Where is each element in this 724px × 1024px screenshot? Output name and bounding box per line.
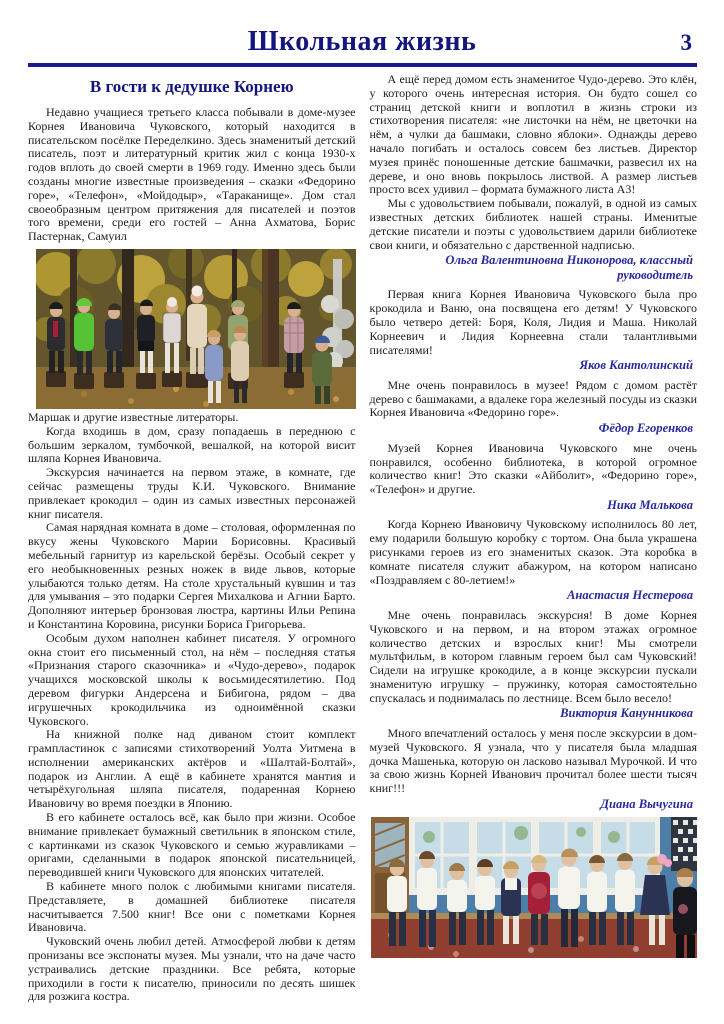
left-column [28,73,356,1004]
article-paragraph: Особым духом наполнен кабинет писателя. У огромного окна стоит его письменный стол, на нём – последняя статья «Признания старого сказочника» и «Чудо-дерево», подарок учащихся московской школы к восьмидесятилетию. Под деревом фигурки Андерсена и Бибигона, рядом – два игрушечных крокодильчика из одноимённой сказки Чуковского. [28,630,356,728]
article-paragraph: Мы с удовольствием побывали, пожалуй, в одной из самых известных детских библиотек нашей страны. Именитые детские писатели и поэты с удовольствием дарили библиотеке свои книги, и обязательно с дарственной надписью. [369,196,697,252]
author-signature: Фёдор Егоренков [598,421,693,436]
article-paragraph: Мне очень понравилась экскурсия! В доме Корнея Чуковского и на первом, и на втором этажах огромное количество детских и взрослых книг! Мы смотрели мультфильм, в котором главным героем был сам Чуковский! Сидели на игрушке крокодиле, а в конце экскурсии пускали знаменитую игрушку – пружинку, которая самостоятельно спускалась и поднималась по лестнице. Всем было весело! [369,607,697,705]
article-paragraph: Много впечатлений осталось у меня после экскурсии в дом-музей Чуковского. Я узнала, что у писателя была младшая дочка Машенька, которую он ласково называл Мурочкой. И что за свою жизнь Корней Иванович прочитал более шести тысяч книг!!! [369,725,697,796]
forest-photo-illustration [36,249,356,409]
right-column [370,73,698,1004]
article-paragraph: Когда входишь в дом, сразу попадаешь в переднюю с большим зеркалом, тумбочкой, вешалкой, на которой висит шляпа Корнея Ивановича. [28,423,356,466]
article-paragraph: На книжной полке над диваном стоит комплект грампластинок с записями стихотворений Уолта Уитмена в исполнении американских актёров и «Шалтай-Болтай», подарок из Англии. А ещё в кабинете хранятся мантия и четырёхугольная шляпа писателя, подаренная Корнею Ивановичу во время поездки в Японию. [28,727,356,811]
author-signature: Ольга Валентиновна Никонорова, классный руководитель [445,253,693,282]
article-paragraph: Первая книга Корнея Ивановича Чуковского была про крокодила и Ваню, она посвящена его детям! У Чуковского было четверо детей: Боря, Коля, Лидия и Маша. Николай Корнеевич и Лидия Корнеевна стали талантливыми писателями! [369,287,697,357]
photo-children-in-museum [371,817,698,958]
author-signature: Диана Вычугина [600,796,693,811]
article-columns [0,67,724,1004]
photo-children-autumn-forest [36,249,356,409]
article-paragraph: Когда Корнею Ивановичу Чуковскому исполнилось 80 лет, ему подарили большую коробку с тортом. Она была украшена рисунками героев из его знаменитых сказок. Эта коробка в комнате писателя служит абажуром, на котором написано «Поздравляем с 80-летием!» [369,517,697,587]
author-signature: Яков Кантолинский [579,358,693,373]
article-paragraph: Самая нарядная комната в доме – столовая, оформленная по вкусу жены Чуковского Марии Борисовны. Красивый мебельный гарнитур из карельской берёзы. Особый секрет у его необыкновенных резных ножек в виде львов, которые улыбаются только детям. На столе хрустальный кувшин и таз для умывания – это подарки Сергея Михалкова и Агнии Барто. Дополняют интерьер бронзовая люстра, картины Ильи Репина и Константина Коровина, рисунки Бориса Григорьева. [28,520,356,631]
article-paragraph: В его кабинете осталось всё, как было при жизни. Особое внимание привлекает бумажный светильник в японском стиле, с картинками из сказок Чуковского и семью журавликами – оригами, сделанными в подарок японской писательницей, переводившей книги Чуковского для японских читателей. [28,810,356,880]
article-paragraph: Мне очень понравилось в музее! Рядом с домом растёт дерево с башмаками, а вдалеке гора железный посуды из сказки Корнея Ивановича «Федорино горе». [369,377,697,420]
masthead [0,0,724,58]
article-paragraph: Маршак и другие известные литераторы. [28,409,239,424]
article-paragraph: Недавно учащиеся третьего класса побывали в доме-музее Корнея Ивановича Чуковского, который находится в писательском посёлке Переделкино. Здесь знаменитый детский писатель, поэт и литературный критик жил с конца 1930-х годов вплоть до своей смерти в 1969 году. Именно здесь были созданы многие известные произведения – сказки «Федорино горе», «Телефон», «Мойдодыр», «Тараканище». Дом стал своеобразным центром притяжения для писателей и поэтов того времени, среди его гостей – Анна Ахматова, Борис Пастернак, Самуил [28,105,356,244]
author-signature: Анастасия Нестерова [566,588,693,603]
author-signature: Ника Малькова [607,497,693,512]
article-paragraph: А ещё перед домом есть знаменитое Чудо-дерево. Это клён, у которого очень интересная история. Он будто сошел со страниц детской книги и воплотил в жизнь строки из стихотворения писателя: «не листочки на нём, не цветочки на нём, а чулки да башмаки, словно яблоки». Однажды дерево начало погибать и осталось совсем без листьев. Директор музея принёс поношенные детские башмачки, развесил их на дереве, и оно вновь покрылось листвой. А размер листьев просто всех удивил – формата бумажного листа А3! [369,72,697,197]
article-paragraph: Чуковский очень любил детей. Атмосферой любви к детям пронизаны все экспонаты музея. Мы узнали, что на даче часто устраивались детские праздники. Все ребята, которые приходили в гости к писателю, приносили по десять шишек для розжига костра. [28,934,356,1004]
curtain [671,817,697,871]
museum-photo-illustration [371,817,697,958]
article-paragraph: Музей Корнея Ивановича Чуковского мне очень понравился, особенно библиотека, в которой огромное количество книг! Это сказки «Айболит», «Федорино горе», «Телефон» и другие. [369,440,697,497]
author-signature: Виктория Канунникова [560,706,693,721]
article-title: В гости к дедушке Корнею [89,77,294,96]
page-number: 3 [680,30,692,55]
article-paragraph: Экскурсия начинается на первом этаже, в комнате, где сейчас размещены труды К.И. Чуковского. Внимание привлекает крокодил – один из самых известных персонажей книг писателя. [28,465,356,521]
article-paragraph: В кабинете много полок с любимыми книгами писателя. Представляете, в домашней библиотеке писателя насчитывается 7.500 книг! Все они с пометками Корнея Ивановича. [28,879,356,935]
masthead-title: Школьная жизнь [247,26,477,57]
